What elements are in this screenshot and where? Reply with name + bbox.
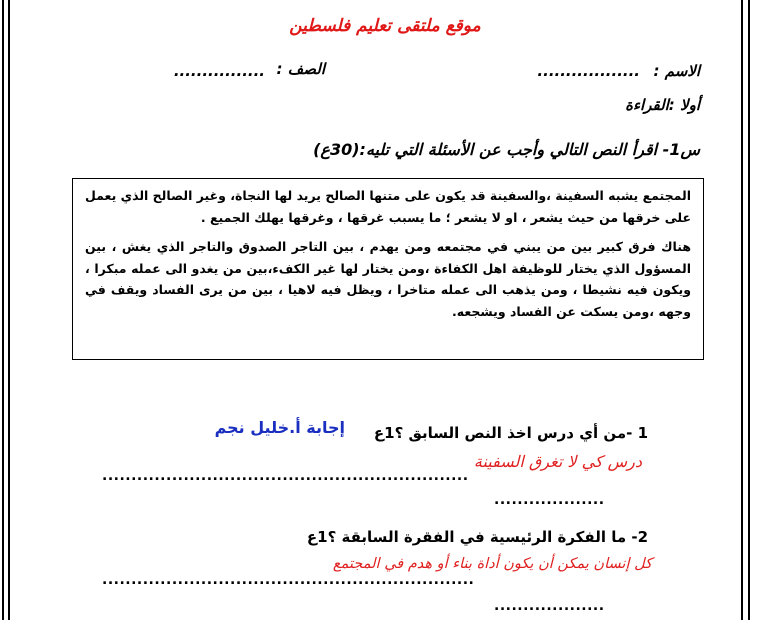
- passage-paragraph-1: المجتمع يشبه السفينة ،والسفينة قد يكون على متنها الصالح يريد لها النجاة، وغير الصالح الذي يعمل على خرقها من حيث يشعر ، او لا يشعر ؛ ما يسبب غرقها ، وغرقها يهلك الجميع .: [85, 188, 691, 225]
- question-2-answer-line-1[interactable]: ................................................................: [102, 572, 475, 588]
- question-1-answer-line-2[interactable]: ...................: [494, 492, 605, 508]
- left-border-outer: [2, 0, 4, 620]
- question-1-text: 1 -من أي درس اخذ النص السابق ؟1ع: [373, 424, 648, 442]
- question-1-handwritten-answer: درس كي لا تغرق السفينة: [473, 452, 642, 471]
- left-border-inner: [8, 0, 10, 620]
- site-title: موقع ملتقى تعليم فلسطين: [289, 16, 481, 36]
- question-2-answer-line-2[interactable]: ...................: [494, 598, 605, 614]
- main-question: س1- اقرأ النص التالي وأجب عن الأسئلة التي تليه:(30ع): [313, 140, 700, 159]
- reading-passage: [72, 178, 704, 360]
- section-title: أولا :القراءة: [625, 96, 700, 114]
- class-field[interactable]: ................: [173, 62, 265, 80]
- worksheet-page: [30, 0, 740, 620]
- question-2-handwritten-answer: كل إنسان يمكن أن يكون أداة بناء أو هدم في المجتمع: [332, 556, 652, 572]
- name-field[interactable]: ..................: [537, 62, 640, 80]
- passage-paragraph-2: هناك فرق كبير بين من يبني في مجتمعه ومن يهدم ، بين التاجر الصدوق والتاجر الذي يغش ، بين المسؤول الذي يختار للوظيفة اهل الكفاءة ،ومن يختار لها غير الكفء،بين من يغدو الى عمله مبكرا ، ويكون فيه نشيطا ، ومن يذهب الى عمله متاخرا ، ويظل فيه لاهيا ، بين من يرى الفساد ويقف في وجهه ،ومن يسكت عن الفساد ويشجعه.: [85, 239, 691, 319]
- right-border-inner: [741, 0, 743, 620]
- question-2-text: 2- ما الفكرة الرئيسية في الفقرة السابقة ؟1ع: [306, 528, 648, 546]
- class-label: الصف :: [276, 60, 325, 78]
- question-1-answer-line-1[interactable]: ...............................................................: [102, 468, 469, 484]
- answer-by-label: إجابة أ.خليل نجم: [214, 418, 345, 437]
- name-label: الاسم :: [653, 62, 700, 80]
- right-border-outer: [748, 0, 750, 620]
